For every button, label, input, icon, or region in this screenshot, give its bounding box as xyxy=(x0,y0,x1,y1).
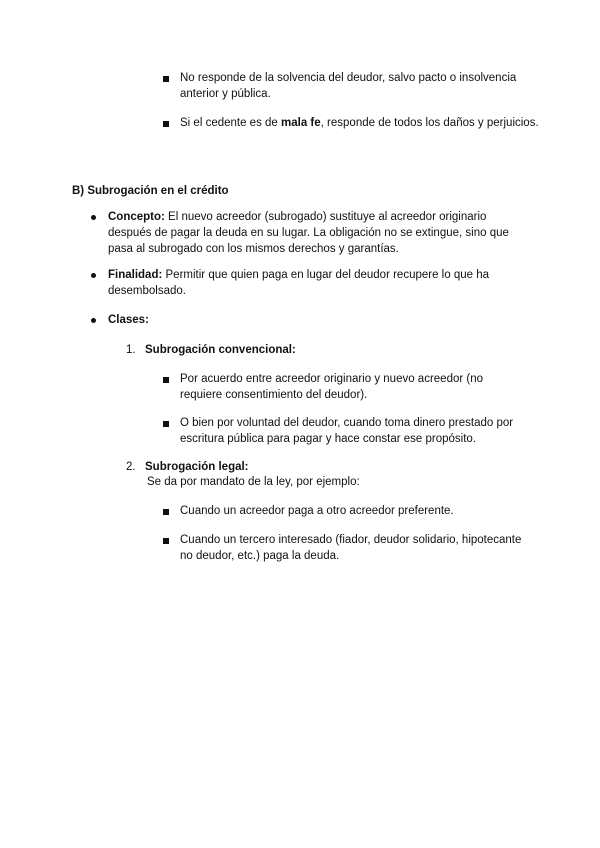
square-bullet-icon xyxy=(163,538,169,544)
list-item-clases: Clases: xyxy=(108,314,149,326)
square-bullet-icon xyxy=(163,377,169,383)
list-number: 2. xyxy=(126,461,136,473)
square-bullet-icon xyxy=(163,76,169,82)
list-item: Cuando un acreedor paga a otro acreedor preferente. xyxy=(180,505,454,517)
bullet-dot-icon xyxy=(91,215,96,220)
list-item: O bien por voluntad del deudor, cuando toma dinero prestado por escritura pública para pagar y hace constar ese propósito. xyxy=(180,417,514,445)
list-item-finalidad: Finalidad: Permitir que quien paga en lugar del deudor recupere lo que ha desembolsado. xyxy=(108,269,490,297)
list-item: Cuando un tercero interesado (fiador, deudor solidario, hipotecante no deudor, etc.) paga la deuda. xyxy=(180,534,522,562)
list-number: 1. xyxy=(126,344,136,356)
list-item: Si el cedente es de mala fe, responde de todos los daños y perjuicios. xyxy=(180,117,539,129)
list-item: Por acuerdo entre acreedor originario y nuevo acreedor (no requiere consentimiento del deudor). xyxy=(180,373,484,401)
section-heading: B) Subrogación en el crédito xyxy=(72,185,229,197)
list-item: No responde de la solvencia del deudor, salvo pacto o insolvencia anterior y pública. xyxy=(180,72,517,100)
subsection-title: Subrogación legal: xyxy=(145,461,249,473)
square-bullet-icon xyxy=(163,121,169,127)
list-item-concepto: Concepto: El nuevo acreedor (subrogado) sustituye al acreedor originario después de pagar la deuda en su lugar. La obligación no se extingue, sino que pasa al subrogado con los mismos derechos y garantías. xyxy=(108,211,509,255)
bullet-dot-icon xyxy=(91,318,96,323)
subsection-intro: Se da por mandato de la ley, por ejemplo: xyxy=(147,476,360,488)
bullet-dot-icon xyxy=(91,273,96,278)
square-bullet-icon xyxy=(163,509,169,515)
subsection-title: Subrogación convencional: xyxy=(145,344,296,356)
square-bullet-icon xyxy=(163,421,169,427)
